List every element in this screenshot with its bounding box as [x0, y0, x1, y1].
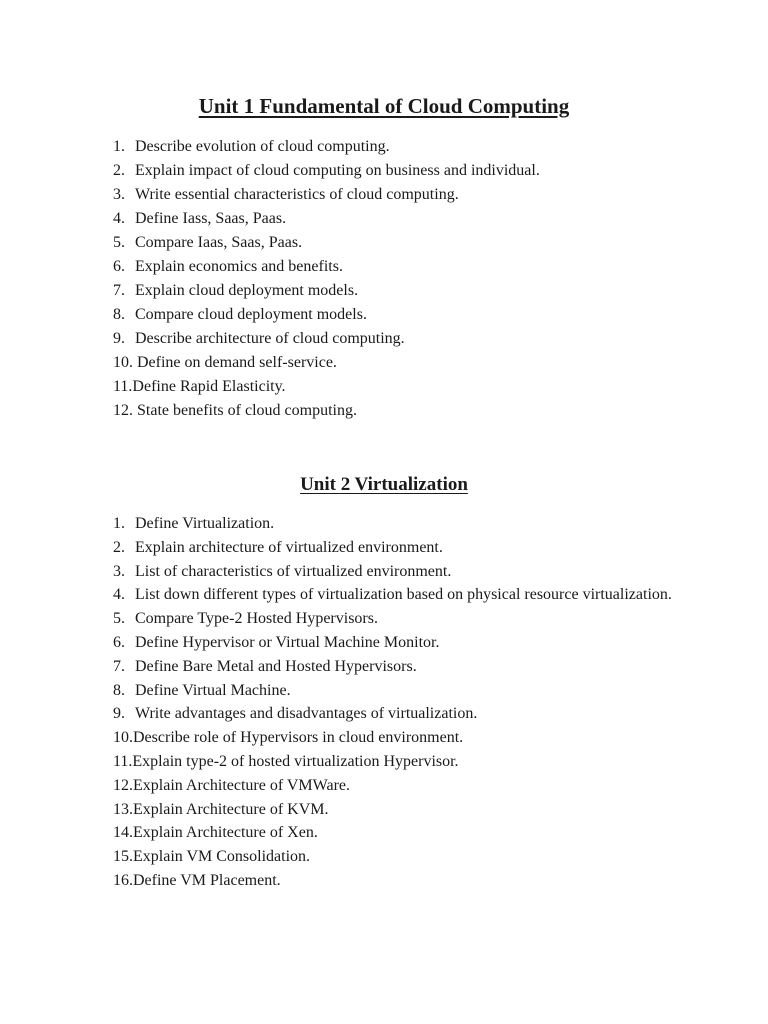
- unit2-question-list: [113, 512, 673, 893]
- question-number: 9.: [113, 330, 125, 347]
- question-number: 12.: [113, 776, 133, 794]
- question-text: Describe role of Hypervisors in cloud environment.: [133, 729, 464, 747]
- question-number: 9.: [113, 705, 125, 723]
- question-text: Explain economics and benefits.: [135, 258, 343, 275]
- question-number: 13.: [113, 800, 133, 818]
- question-item: [113, 607, 673, 631]
- question-item: [113, 845, 673, 869]
- question-item: [113, 399, 673, 423]
- question-item: [113, 351, 673, 375]
- unit1-title: Unit 1 Fundamental of Cloud Computing: [198, 94, 570, 118]
- question-text: Explain Architecture of Xen.: [133, 824, 318, 842]
- unit1-question-list: [113, 135, 673, 423]
- question-number: 5.: [113, 610, 125, 628]
- question-number: 5.: [113, 234, 125, 251]
- question-item: [113, 279, 673, 303]
- question-number: 8.: [113, 681, 125, 699]
- question-text: Write essential characteristics of cloud computing.: [135, 186, 459, 203]
- question-text: Write advantages and disadvantages of virtualization.: [135, 705, 478, 723]
- question-item: [113, 375, 673, 399]
- question-text: Define on demand self-service.: [137, 354, 337, 371]
- question-item: [113, 327, 673, 351]
- unit2-title: Unit 2 Virtualization: [300, 474, 468, 495]
- question-item: [113, 536, 673, 560]
- question-text: Define VM Placement.: [133, 871, 281, 889]
- question-item: [113, 798, 673, 822]
- question-text: Define Hypervisor or Virtual Machine Monitor.: [135, 633, 440, 651]
- question-text: Compare Iaas, Saas, Paas.: [135, 234, 303, 251]
- question-item: [113, 774, 673, 798]
- question-item: [113, 583, 673, 607]
- question-number: 2.: [113, 538, 125, 556]
- question-text: List of characteristics of virtualized environment.: [135, 562, 452, 580]
- question-number: 16.: [113, 871, 133, 889]
- question-text: Describe architecture of cloud computing.: [135, 330, 405, 347]
- question-item: [113, 135, 673, 159]
- question-text: Explain Architecture of KVM.: [133, 800, 329, 818]
- question-text: Describe evolution of cloud computing.: [135, 138, 390, 155]
- question-number: 10.: [113, 354, 137, 371]
- question-item: [113, 560, 673, 584]
- question-number: 11.: [113, 378, 133, 395]
- question-item: [113, 726, 673, 750]
- question-number: 6.: [113, 633, 125, 651]
- question-text: Define Virtualization.: [135, 515, 275, 532]
- question-number: 6.: [113, 258, 125, 275]
- question-number: 3.: [113, 186, 125, 203]
- question-item: [113, 631, 673, 655]
- question-number: 12.: [113, 402, 137, 419]
- question-item: [113, 255, 673, 279]
- question-number: 2.: [113, 162, 125, 179]
- question-item: [113, 679, 673, 703]
- question-item: [113, 303, 673, 327]
- question-item: [113, 869, 673, 893]
- question-item: [113, 159, 673, 183]
- question-text: Compare cloud deployment models.: [135, 306, 367, 323]
- question-text: Explain type-2 of hosted virtualization Hypervisor.: [132, 752, 459, 770]
- question-number: 8.: [113, 306, 125, 323]
- question-number: 4.: [113, 210, 125, 227]
- question-text: State benefits of cloud computing.: [137, 402, 357, 419]
- question-number: 1.: [113, 138, 125, 155]
- question-item: [113, 655, 673, 679]
- question-number: 4.: [113, 586, 125, 604]
- question-item: [113, 183, 673, 207]
- question-number: 7.: [113, 282, 125, 299]
- question-number: 15.: [113, 848, 133, 866]
- question-text: Explain Architecture of VMWare.: [133, 776, 351, 794]
- question-item: [113, 512, 673, 536]
- question-number: 10.: [113, 729, 133, 747]
- question-text: List down different types of virtualization based on physical resource virtualization.: [135, 586, 672, 604]
- question-text: Compare Type-2 Hosted Hypervisors.: [135, 610, 378, 628]
- question-item: [113, 207, 673, 231]
- question-item: [113, 821, 673, 845]
- question-number: 14.: [113, 824, 133, 842]
- question-text: Explain VM Consolidation.: [133, 848, 311, 866]
- question-text: Explain impact of cloud computing on business and individual.: [135, 162, 540, 179]
- question-text: Define Virtual Machine.: [135, 681, 291, 699]
- question-number: 7.: [113, 657, 125, 675]
- question-number: 3.: [113, 562, 125, 580]
- question-text: Define Rapid Elasticity.: [132, 378, 286, 395]
- question-text: Define Iass, Saas, Paas.: [135, 210, 287, 227]
- question-text: Explain architecture of virtualized environment.: [135, 538, 443, 556]
- question-number: 11.: [113, 752, 133, 770]
- question-item: [113, 231, 673, 255]
- question-text: Explain cloud deployment models.: [135, 282, 359, 299]
- question-item: [113, 750, 673, 774]
- question-number: 1.: [113, 515, 125, 532]
- question-text: Define Bare Metal and Hosted Hypervisors.: [135, 657, 417, 675]
- question-item: [113, 702, 673, 726]
